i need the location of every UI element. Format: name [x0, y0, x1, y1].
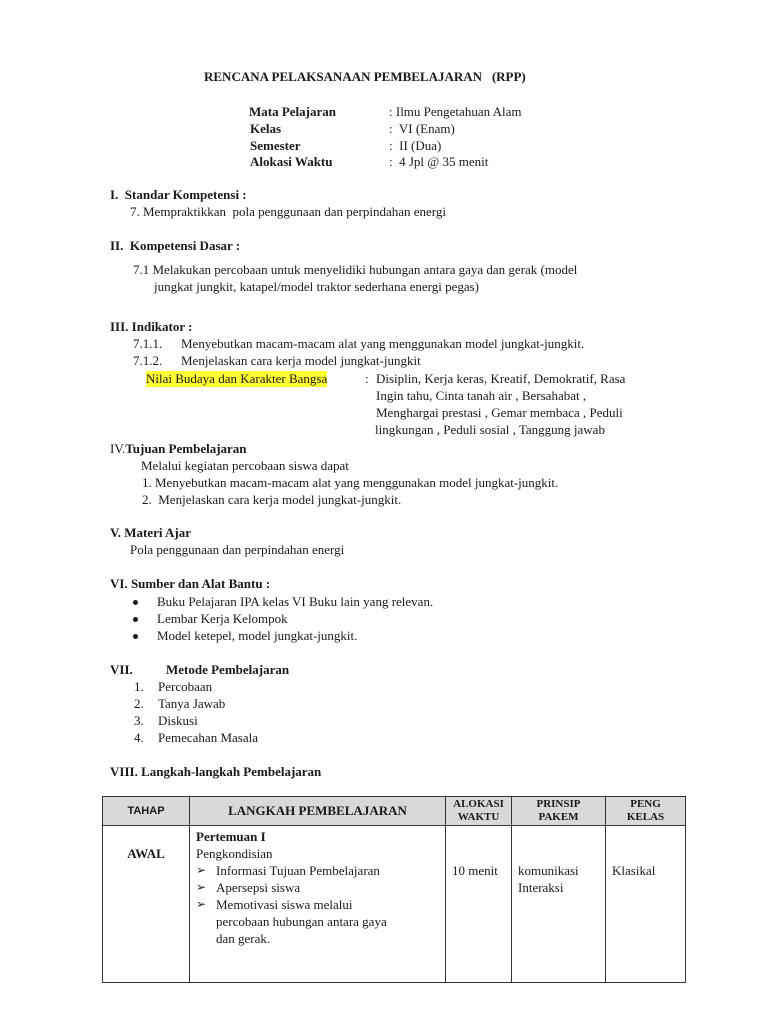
tahap-value: AWAL: [127, 846, 165, 861]
identity-label: Semester: [250, 138, 301, 153]
arrow-bullet-icon: ➢: [196, 863, 207, 877]
table-row: [103, 826, 686, 983]
prinsip-value: komunikasi: [518, 863, 579, 878]
column-header-tahap: TAHAP: [103, 797, 190, 826]
nilai-budaya-line: Disiplin, Kerja keras, Kreatif, Demokratif, Rasa: [376, 371, 626, 386]
section-text: Melalui kegiatan percobaan siswa dapat: [141, 458, 349, 473]
identity-value: : II (Dua): [389, 138, 442, 153]
arrow-bullet-icon: ➢: [196, 897, 207, 911]
identity-label: Alokasi Waktu: [250, 154, 333, 169]
list-item: Percobaan: [158, 679, 213, 694]
section-heading: V. Materi Ajar: [110, 525, 191, 540]
section-text: Pola penggunaan dan perpindahan energi: [130, 542, 345, 557]
step-item: [196, 879, 439, 896]
header-line: ALOKASI: [453, 798, 504, 810]
section-text: 7. Mempraktikkan pola penggunaan dan perpindahan energi: [130, 204, 446, 219]
list-item: Model ketepel, model jungkat-jungkit.: [157, 628, 358, 643]
nilai-budaya-line: Ingin tahu, Cinta tanah air , Bersahabat ,: [376, 388, 587, 403]
nilai-budaya-line: Menghargai prestasi , Gemar membaca , Peduli: [376, 405, 623, 420]
identity-value: : VI (Enam): [389, 121, 455, 136]
column-header-peng: [606, 797, 686, 826]
step-item: [196, 862, 439, 879]
indicator-text: Menjelaskan cara kerja model jungkat-jungkit: [181, 353, 421, 368]
step-text: Apersepsi siswa: [216, 880, 301, 895]
list-item: Pemecahan Masala: [158, 730, 258, 745]
nilai-budaya-line: lingkungan , Peduli sosial , Tanggung jawab: [375, 422, 605, 437]
peng-value: Klasikal: [612, 863, 656, 878]
list-item: 2. Menjelaskan cara kerja model jungkat-jungkit.: [142, 492, 402, 507]
arrow-bullet-icon: ➢: [196, 880, 207, 894]
section-heading: II. Kompetensi Dasar :: [110, 238, 241, 253]
bullet-icon: [133, 617, 138, 622]
list-number: 1.: [134, 679, 144, 694]
list-item: Lembar Kerja Kelompok: [157, 611, 288, 626]
list-item: Tanya Jawab: [158, 696, 226, 711]
list-number: 2.: [134, 696, 144, 711]
step-text: Informasi Tujuan Pembelajaran: [216, 863, 380, 878]
cell-tahap: [103, 826, 190, 983]
section-heading: III. Indikator :: [110, 319, 193, 334]
header-line: WAKTU: [457, 811, 500, 823]
identity-value: : 4 Jpl @ 35 menit: [389, 154, 489, 169]
step-continuation: dan gerak.: [216, 931, 271, 946]
section-heading: VIII. Langkah-langkah Pembelajaran: [110, 764, 322, 779]
learning-steps-table: [102, 796, 686, 983]
column-header-prinsip: [512, 797, 606, 826]
document-title: RENCANA PELAKSANAAN PEMBELAJARAN (RPP): [204, 69, 526, 84]
identity-label: Mata Pelajaran: [249, 104, 337, 119]
pertemuan-label: Pertemuan I: [196, 829, 266, 844]
prinsip-value: Interaksi: [518, 880, 564, 895]
section-text: jungkat jungkit, katapel/model traktor sederhana energi pegas): [154, 279, 480, 294]
bullet-icon: [133, 634, 138, 639]
section-number: VII.: [110, 662, 133, 677]
section-heading: Metode Pembelajaran: [166, 662, 290, 677]
nilai-budaya-colon: :: [365, 371, 369, 386]
list-number: 4.: [134, 730, 144, 745]
step-item: [196, 896, 439, 913]
step-continuation: percobaan hubungan antara gaya: [216, 914, 387, 929]
identity-value: : Ilmu Pengetahuan Alam: [389, 104, 522, 119]
column-header-alokasi: [446, 797, 512, 826]
alokasi-value: 10 menit: [452, 863, 498, 878]
cell-alokasi: [446, 826, 512, 983]
header-line: PAKEM: [538, 811, 579, 823]
pengkondisian-label: Pengkondisian: [196, 846, 273, 861]
header-line: PENG: [630, 798, 661, 810]
list-item: Buku Pelajaran IPA kelas VI Buku lain yang relevan.: [157, 594, 434, 609]
table-header-row: [103, 797, 686, 826]
cell-langkah: [190, 826, 446, 983]
section-number: IV.: [110, 441, 126, 456]
header-line: PRINSIP: [536, 798, 581, 810]
step-text: Memotivasi siswa melalui: [216, 897, 353, 912]
indicator-number: 7.1.1.: [133, 336, 163, 351]
list-number: 3.: [134, 713, 144, 728]
cell-peng: [606, 826, 686, 983]
section-text: 7.1 Melakukan percobaan untuk menyelidiki hubungan antara gaya dan gerak (model: [133, 262, 578, 277]
column-header-langkah: LANGKAH PEMBELAJARAN: [190, 797, 446, 826]
section-title: Tujuan Pembelajaran: [125, 441, 247, 456]
section-heading: I. Standar Kompetensi :: [110, 187, 247, 202]
nilai-budaya-label: Nilai Budaya dan Karakter Bangsa: [146, 371, 328, 386]
list-item: 1. Menyebutkan macam-macam alat yang menggunakan model jungkat-jungkit.: [142, 475, 559, 490]
section-heading: [110, 441, 247, 457]
header-line: KELAS: [626, 811, 665, 823]
indicator-number: 7.1.2.: [133, 353, 163, 368]
bullet-icon: [133, 600, 138, 605]
section-heading: VI. Sumber dan Alat Bantu :: [110, 576, 271, 591]
identity-label: Kelas: [250, 121, 282, 136]
cell-prinsip: [512, 826, 606, 983]
indicator-text: Menyebutkan macam-macam alat yang menggunakan model jungkat-jungkit.: [181, 336, 585, 351]
list-item: Diskusi: [158, 713, 198, 728]
